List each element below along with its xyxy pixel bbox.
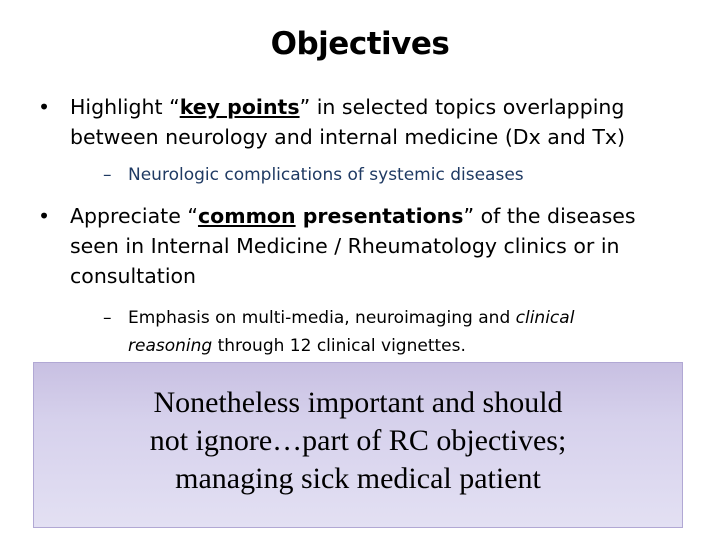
sub-bullet-2-text [128,304,663,360]
sub-bullet-2 [103,304,663,360]
bullet-1-text [70,92,688,152]
callout-box [33,362,683,528]
bullet-2-keyword-rest: presentations [295,204,464,228]
sub-bullet-2-prefix: Emphasis on multi-media, neuroimaging and [128,308,516,328]
bullet-2 [38,201,688,291]
sub-bullet-2-suffix: through 12 clinical vignettes. [212,336,466,356]
callout-text [150,384,567,498]
sub-bullet-1 [103,161,663,189]
callout-line-1: Nonetheless important and should [153,386,563,419]
slide-title: Objectives [270,26,450,62]
callout-line-2: not ignore…part of RC objectives; [149,424,567,457]
bullet-2-suffix: ” of the diseases seen in Internal Medicine / Rheumatology clinics or in consultation [70,204,636,288]
sub-bullet-1-text: Neurologic complications of systemic diseases [128,165,524,185]
callout-line-3: managing sick medical patient [175,462,541,495]
bullet-glyph: • [38,204,51,228]
sub-bullet-2-italic: clinical reasoning [128,308,575,356]
bullet-glyph: • [38,95,51,119]
bullet-1-prefix: Highlight “ [70,95,180,119]
dash-glyph: – [103,165,112,185]
bullet-1 [38,92,688,152]
bullet-1-keyword: key points [179,95,300,119]
dash-glyph: – [103,308,112,328]
bullet-1-suffix: ” in selected topics overlapping between neurology and internal medicine (Dx and Tx) [70,95,625,149]
bullet-2-prefix: Appreciate “ [70,204,198,228]
bullet-2-keyword-underlined: common [197,204,296,228]
bullet-2-text [70,201,688,291]
